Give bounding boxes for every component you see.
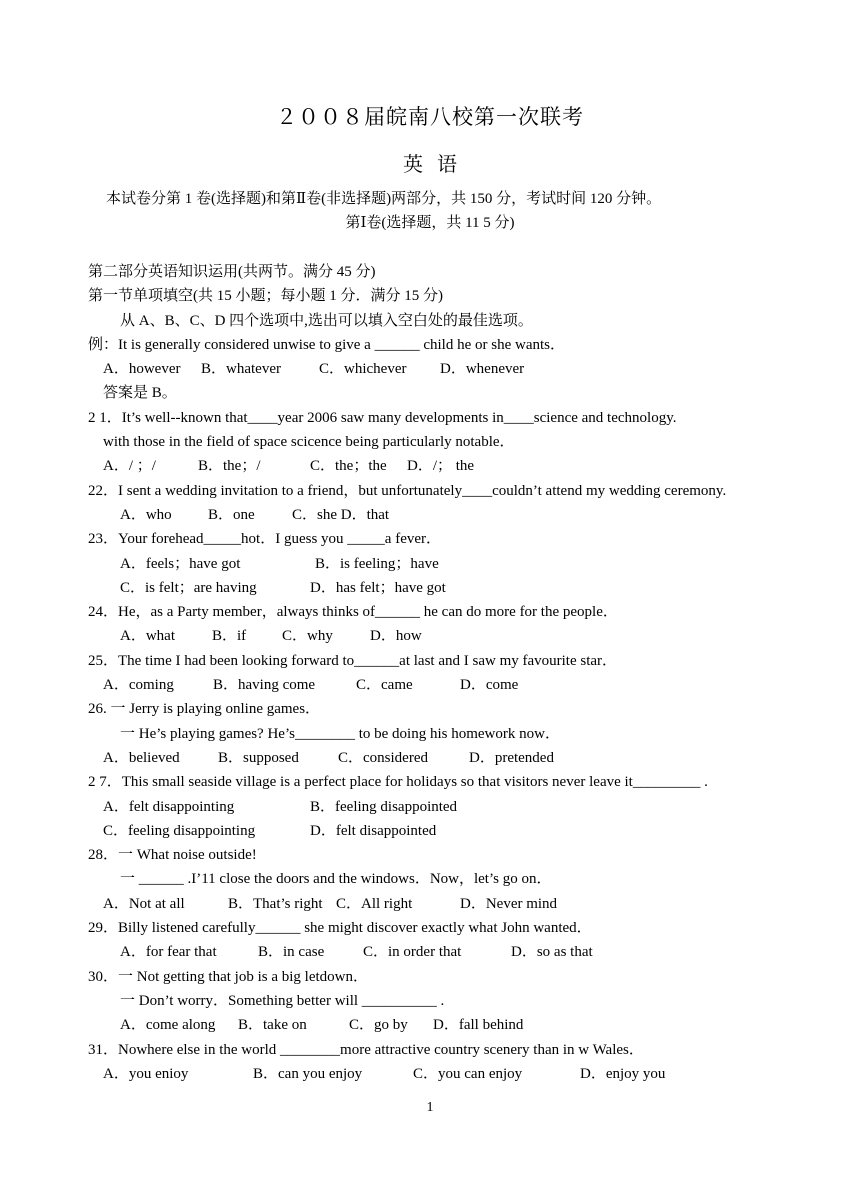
- answer-option: D．enjoy you: [580, 1065, 666, 1082]
- question-options: [88, 940, 788, 964]
- answer-option: B．if: [212, 628, 247, 645]
- question-stem-continued: 一 ______ .I’11 close the doors and the windows．Now，let’s go on．: [120, 871, 552, 888]
- answer-option: C．she D．that: [292, 506, 390, 523]
- answer-option: D．has felt；have got: [310, 579, 446, 596]
- question-stem: 24．He，as a Party member，always thinks of______ he can do more for the people．: [88, 604, 618, 621]
- answer-option: A．who: [120, 506, 172, 523]
- answer-option: D．pretended: [469, 749, 554, 766]
- answer-option: D．felt disappointed: [310, 822, 437, 839]
- answer-option: C．feeling disappointing: [103, 822, 256, 839]
- question-options: [88, 624, 788, 648]
- answer-option: A．feels；have got: [120, 555, 241, 572]
- answer-option: B．the；/: [198, 458, 261, 475]
- answer-option: C．in order that: [363, 944, 462, 961]
- example-option: A．however: [103, 361, 181, 378]
- question-options: [88, 819, 788, 843]
- question-stem-continued: 一 He’s playing games? He’s________ to be doing his homework now．: [120, 725, 560, 742]
- answer-option: D．how: [370, 628, 422, 645]
- answer-option: B．in case: [258, 944, 325, 961]
- question-options: [88, 795, 788, 819]
- exam-intro: 本试卷分第 1 卷(选择题)和第Ⅱ卷(非选择题)两部分，共 150 分，考试时间 120 分钟。: [106, 191, 662, 207]
- answer-option: D．fall behind: [433, 1017, 524, 1034]
- example-stem: 例：It is generally considered unwise to give a ______ child he or she wants．: [88, 336, 565, 353]
- section-heading: 第二部分英语知识运用(共两节。满分 45 分): [88, 264, 376, 280]
- question-stem: 31．Nowhere else in the world ________more attractive country scenery than in w Wales．: [88, 1041, 644, 1058]
- answer-option: C．came: [356, 677, 413, 694]
- question-options: [88, 1013, 788, 1037]
- question-stem: 25．The time I had been looking forward to______at last and I saw my favourite star．: [88, 652, 618, 669]
- example-answer: 答案是 B。: [103, 385, 177, 402]
- question-stem-continued: with those in the field of space scicence being particularly notable．: [103, 434, 515, 451]
- question-options: [88, 1062, 788, 1086]
- question-stem: 26. 一 Jerry is playing online games．: [88, 701, 321, 718]
- answer-option: B．That’s right: [228, 895, 323, 912]
- question-options: [88, 673, 788, 697]
- question-options: [88, 746, 788, 770]
- part-one-heading: 第Ⅰ卷(选择题，共 11 5 分): [345, 215, 515, 231]
- answer-option: B．feeling disappointed: [310, 798, 458, 815]
- section-instruction: 从 A、B、C、D 四个选项中,选出可以填入空白处的最佳选项。: [120, 312, 533, 329]
- example-option: C．whichever: [319, 361, 407, 378]
- example-option: B．whatever: [201, 361, 281, 378]
- answer-option: C．go by: [349, 1017, 408, 1034]
- question-stem: 2 1．It’s well--known that____year 2006 saw many developments in____science and technology.: [88, 409, 677, 426]
- question-options: [88, 892, 788, 916]
- answer-option: D．Never mind: [460, 895, 558, 912]
- answer-option: A．believed: [103, 749, 180, 766]
- answer-option: A．for fear that: [120, 944, 217, 961]
- answer-option: D．/； the: [407, 458, 475, 475]
- answer-option: C．is felt；are having: [120, 579, 257, 596]
- answer-option: C．why: [282, 628, 333, 645]
- answer-option: B．take on: [238, 1017, 307, 1034]
- section-subheading: 第一节单项填空(共 15 小题；每小题 1 分．满分 15 分): [88, 288, 443, 305]
- answer-option: A．come along: [120, 1017, 216, 1034]
- example-options: [88, 357, 788, 381]
- answer-option: B．supposed: [218, 749, 299, 766]
- question-stem: 30．一 Not getting that job is a big letdown．: [88, 968, 368, 985]
- answer-option: C．the；the: [310, 458, 387, 475]
- answer-option: A．you enioy: [103, 1065, 189, 1082]
- subject-title: 英语: [403, 152, 471, 176]
- answer-option: B．can you enjoy: [253, 1065, 363, 1082]
- question-stem: 29．Billy listened carefully______ she might discover exactly what John wanted．: [88, 920, 592, 937]
- answer-option: A．Not at all: [103, 895, 185, 912]
- question-options: [88, 454, 788, 478]
- exam-content: [88, 260, 788, 1086]
- answer-option: B．is feeling；have: [315, 555, 439, 572]
- answer-option: A．coming: [103, 677, 174, 694]
- answer-option: A．what: [120, 628, 175, 645]
- answer-option: A．/ ；/: [103, 458, 156, 475]
- question-options: [88, 576, 788, 600]
- answer-option: D．come: [460, 677, 519, 694]
- question-stem: 23．Your forehead_____hot．I guess you _____a fever．: [88, 531, 441, 548]
- question-stem: 2 7．This small seaside village is a perfect place for holidays so that visitors never leave it_________ .: [88, 774, 708, 791]
- question-stem: 28．一 What noise outside!: [88, 847, 257, 864]
- page-number: 1: [426, 1100, 434, 1115]
- question-list: [88, 406, 788, 1086]
- answer-option: C．All right: [336, 895, 413, 912]
- question-options: [88, 503, 788, 527]
- answer-option: D．so as that: [511, 944, 593, 961]
- answer-option: B．one: [208, 506, 255, 523]
- answer-option: B．having come: [213, 677, 316, 694]
- answer-option: A．felt disappointing: [103, 798, 235, 815]
- question-options: [88, 552, 788, 576]
- answer-option: C．considered: [338, 749, 428, 766]
- question-stem-continued: 一 Don’t worry．Something better will __________ .: [120, 992, 445, 1009]
- example-option: D．whenever: [440, 361, 525, 378]
- exam-title: ２００８届皖南八校第一次联考: [276, 105, 584, 129]
- answer-option: C．you can enjoy: [413, 1065, 523, 1082]
- question-stem: 22．I sent a wedding invitation to a friend，but unfortunately____couldn’t attend my wedding ceremony.: [88, 482, 727, 499]
